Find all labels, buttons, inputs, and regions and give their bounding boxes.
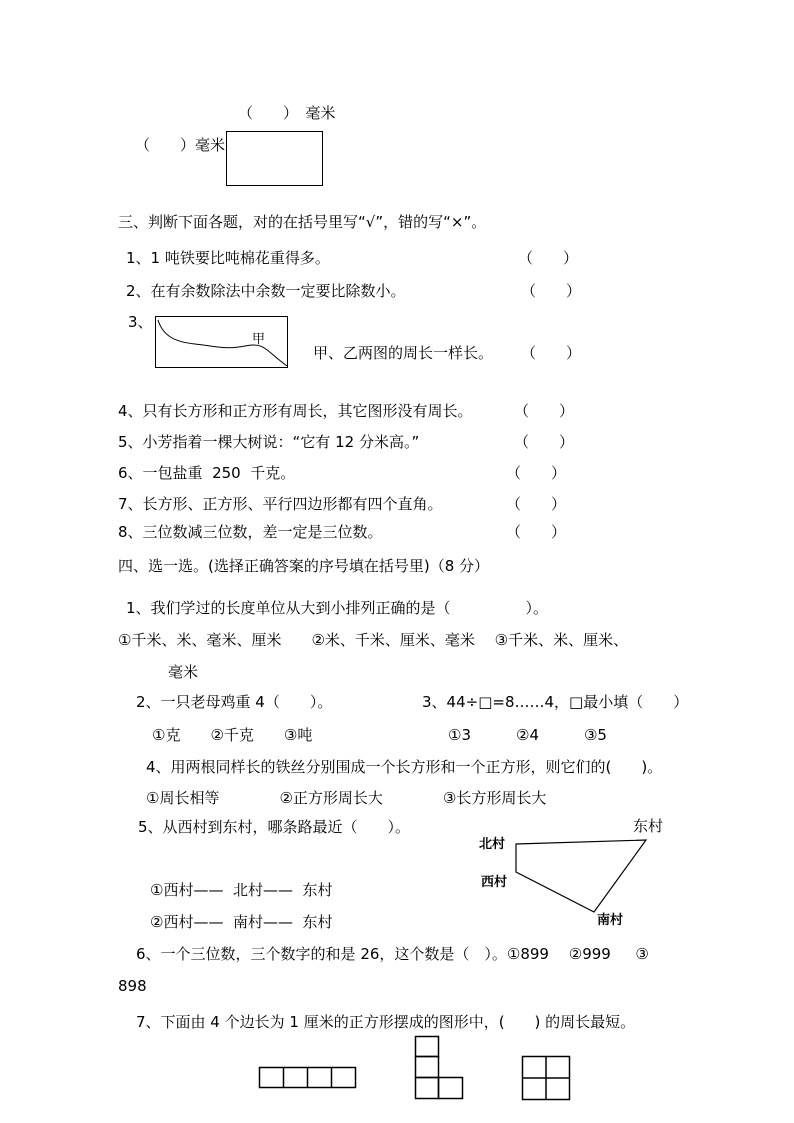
s3-item1: 1、1 吨铁要比吨棉花重得多。 <box>126 249 330 267</box>
s4-q2-options: ①克 ②千克 ③吨 <box>152 726 313 744</box>
s3-item5-paren: （ ） <box>514 433 575 451</box>
s3-item4: 4、只有长方形和正方形有周长，其它图形没有周长。 <box>118 402 473 420</box>
s4-q3-options: ①3 ②4 ③5 <box>448 726 607 744</box>
s3-item2: 2、在有余数除法中余数一定要比除数小。 <box>126 282 406 300</box>
s4-q5-option2: ②西村—— 南村—— 东村 <box>150 913 333 931</box>
shape-l-tetromino <box>415 1036 465 1100</box>
s4-q1-options: ①千米、米、毫米、厘米 ②米、千米、厘米、毫米 ③千米、米、厘米、 <box>118 631 629 649</box>
s4-q6-cont: 898 <box>118 977 147 995</box>
label-west-village: 西村 <box>481 875 508 890</box>
s3-item4-paren: （ ） <box>514 402 575 420</box>
s4-q3: 3、44÷□=8……4，□最小填（ ） <box>422 693 689 711</box>
s3-item6-paren: （ ） <box>506 464 567 482</box>
s4-q6: 6、一个三位数，三个数字的和是 26，这个数是（ ）。①899 ②999 ③ <box>136 945 649 963</box>
jia-yi-curve <box>155 316 288 368</box>
s3-item5: 5、小芳指着一棵大树说：“它有 12 分米高。” <box>118 433 420 451</box>
s4-q4-options: ①周长相等 ②正方形周长大 ③长方形周长大 <box>146 789 547 807</box>
s4-q5-option1: ①西村—— 北村—— 东村 <box>150 881 333 899</box>
s3-item8: 8、三位数减三位数，差一定是三位数。 <box>118 523 383 541</box>
s4-q1-options-cont: 毫米 <box>168 663 199 681</box>
section3-title: 三、判断下面各题，对的在括号里写“√”，错的写“×”。 <box>118 213 487 231</box>
s4-q2: 2、一只老母鸡重 4（ ）。 <box>136 693 333 711</box>
s3-item7: 7、长方形、正方形、平行四边形都有四个直角。 <box>118 495 443 513</box>
rectangle-figure <box>226 131 323 186</box>
label-north-village: 北村 <box>479 837 506 852</box>
s3-item1-paren: （ ） <box>518 249 579 267</box>
s3-item3: 甲、乙两图的周长一样长。 <box>313 344 494 362</box>
label-east-village: 东村 <box>633 817 664 835</box>
shape-row-of-four <box>259 1067 357 1089</box>
s3-item8-paren: （ ） <box>506 523 567 541</box>
label-south-village: 南村 <box>597 913 624 928</box>
s3-item7-paren: （ ） <box>506 495 567 513</box>
s3-item2-paren: （ ） <box>521 282 582 300</box>
s3-item3-number: 3、 <box>128 313 153 331</box>
s4-q7: 7、下面由 4 个边长为 1 厘米的正方形摆成的图形中，( ) 的周长最短。 <box>136 1013 636 1031</box>
s4-q1: 1、我们学过的长度单位从大到小排列正确的是（ ）。 <box>126 599 549 617</box>
s3-item3-paren: （ ） <box>521 344 582 362</box>
s4-q5: 5、从西村到东村，哪条路最近（ ）。 <box>138 818 411 836</box>
s3-item6: 6、一包盐重 250 千克。 <box>118 464 296 482</box>
jia-label: 甲 <box>252 332 266 347</box>
shape-square-2x2 <box>522 1056 572 1102</box>
s4-q4: 4、用两根同样长的铁丝分别围成一个长方形和一个正方形，则它们的( )。 <box>146 758 663 776</box>
section4-title: 四、选一选。(选择正确答案的序号填在括号里)（8 分） <box>118 557 490 575</box>
top-blank-label: （ ） 毫米 <box>238 104 336 122</box>
left-blank-label: （ ）毫米 <box>135 136 226 154</box>
